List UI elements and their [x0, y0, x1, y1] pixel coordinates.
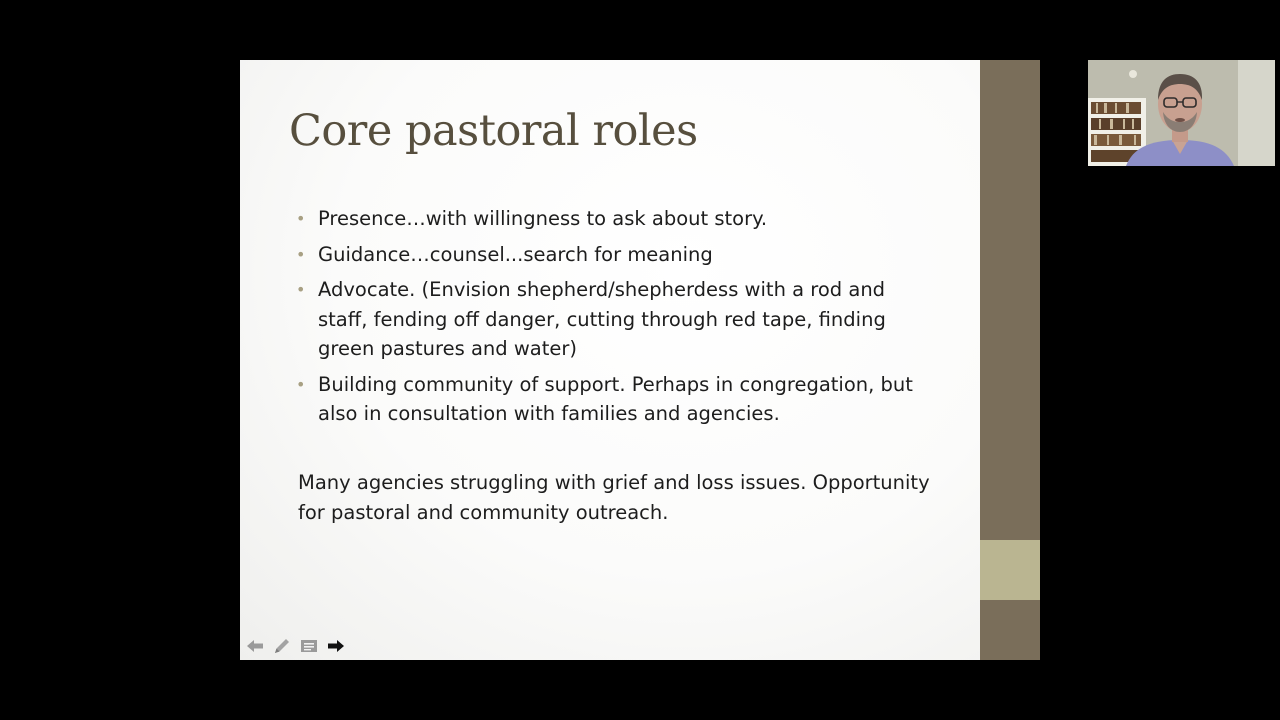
slide-controls — [244, 634, 346, 658]
bullet-dot: • — [296, 244, 306, 264]
bullet-item — [296, 240, 936, 270]
slide-side-band — [980, 60, 1040, 660]
slide — [240, 60, 980, 660]
bullet-item — [296, 370, 936, 429]
pen-icon[interactable] — [271, 636, 292, 657]
bullet-text: Presence…with willingness to ask about story. — [318, 207, 768, 230]
bullet-text: Advocate. (Envision shepherd/shepherdess with a rod and staff, fending off danger, cutting through red tape, finding green pastures and water) — [318, 278, 886, 360]
bullet-item — [296, 275, 936, 364]
bullet-list — [296, 204, 936, 435]
closing-paragraph: Many agencies struggling with grief and loss issues. Opportunity for pastoral and community outreach. — [298, 471, 930, 524]
next-arrow-icon[interactable] — [325, 636, 346, 657]
bullet-dot: • — [296, 280, 306, 299]
presenter-webcam — [1088, 60, 1275, 166]
bullet-text: Guidance…counsel...search for meaning — [318, 242, 713, 266]
side-band-accent — [980, 540, 1040, 600]
bullet-text: Building community of support. Perhaps in congregation, but also in consultation with families and agencies. — [318, 372, 913, 425]
previous-arrow-icon[interactable] — [244, 636, 265, 657]
bullet-dot: • — [296, 374, 306, 394]
slide-menu-icon[interactable] — [298, 636, 319, 657]
slide-title: Core pastoral roles — [289, 106, 698, 156]
bullet-item — [296, 204, 936, 234]
bullet-dot: • — [296, 209, 306, 228]
